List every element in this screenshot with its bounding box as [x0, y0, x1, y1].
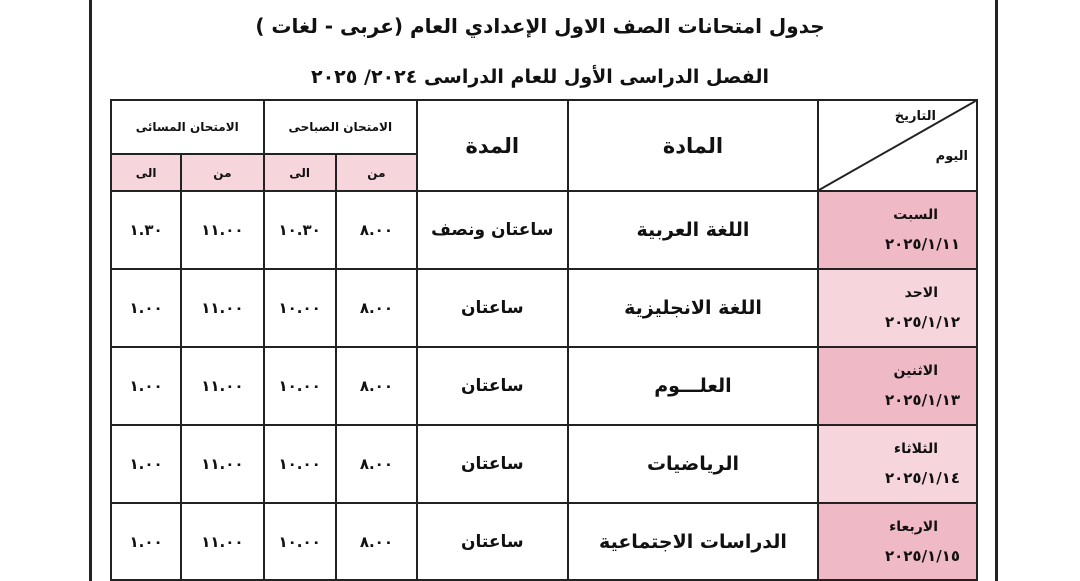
- date-day-header: [818, 100, 977, 191]
- page-frame-right: [995, 0, 998, 581]
- duration-cell: ساعتان: [417, 347, 568, 425]
- morning-from-cell: ٨.٠٠: [336, 503, 417, 580]
- subject-cell: العلـــوم: [568, 347, 819, 425]
- morning-to-cell: ١٠.٠٠: [264, 503, 336, 580]
- morning-to-header: الى: [264, 154, 336, 191]
- evening-from-cell: ١١.٠٠: [181, 269, 263, 347]
- evening-to-cell: ١.٠٠: [111, 503, 181, 580]
- morning-from-cell: ٨.٠٠: [336, 191, 417, 269]
- day-name: الاحد: [904, 285, 938, 301]
- morning-from-cell: ٨.٠٠: [336, 425, 417, 503]
- exam-date: ٢٠٢٥/١/١١: [884, 235, 960, 253]
- subject-cell: اللغة العربية: [568, 191, 819, 269]
- evening-from-cell: ١١.٠٠: [181, 347, 263, 425]
- evening-to-cell: ١.٠٠: [111, 425, 181, 503]
- document-subtitle: الفصل الدراسى الأول للعام الدراسى ٢٠٢٤/ ٢٠٢٥: [310, 66, 769, 88]
- duration-cell: ساعتان: [417, 425, 568, 503]
- morning-to-cell: ١٠.٠٠: [264, 269, 336, 347]
- header-row-top: [111, 100, 977, 154]
- evening-to-header: الى: [111, 154, 181, 191]
- morning-to-cell: ١٠.٣٠: [264, 191, 336, 269]
- morning-from-cell: ٨.٠٠: [336, 347, 417, 425]
- morning-from-cell: ٨.٠٠: [336, 269, 417, 347]
- subject-cell: اللغة الانجليزية: [568, 269, 819, 347]
- duration-cell: ساعتان ونصف: [417, 191, 568, 269]
- day-date-cell: [818, 425, 977, 503]
- day-name: الاربعاء: [889, 518, 938, 535]
- table-row: [111, 347, 977, 425]
- table-row: [111, 191, 977, 269]
- exam-date: ٢٠٢٥/١/١٢: [884, 313, 960, 331]
- table-row: [111, 269, 977, 347]
- subject-header: المادة: [568, 100, 819, 191]
- day-name: الاثنين: [893, 363, 938, 379]
- morning-to-cell: ١٠.٠٠: [264, 347, 336, 425]
- day-name: الثلاثاء: [893, 441, 938, 457]
- duration-header: المدة: [417, 100, 568, 191]
- exam-date: ٢٠٢٥/١/١٣: [884, 391, 960, 409]
- day-date-cell: [818, 503, 977, 580]
- exam-schedule-table: [110, 99, 978, 581]
- evening-from-cell: ١١.٠٠: [181, 503, 263, 580]
- table-row: [111, 503, 977, 580]
- duration-cell: ساعتان: [417, 269, 568, 347]
- evening-to-cell: ١.٠٠: [111, 269, 181, 347]
- subject-cell: الدراسات الاجتماعية: [568, 503, 819, 580]
- evening-to-cell: ١.٠٠: [111, 347, 181, 425]
- document-title: جدول امتحانات الصف الاول الإعدادي العام (عربى - لغات ): [255, 14, 825, 38]
- day-date-cell: [818, 269, 977, 347]
- table-row: [111, 425, 977, 503]
- evening-from-cell: ١١.٠٠: [181, 425, 263, 503]
- exam-date: ٢٠٢٥/١/١٤: [884, 469, 960, 487]
- exam-date: ٢٠٢٥/١/١٥: [884, 546, 960, 565]
- subject-cell: الرياضيات: [568, 425, 819, 503]
- day-date-cell: [818, 347, 977, 425]
- morning-exam-header: الامتحان الصباحى: [264, 100, 418, 154]
- evening-from-cell: ١١.٠٠: [181, 191, 263, 269]
- day-date-cell: [818, 191, 977, 269]
- page-frame-left: [89, 0, 92, 581]
- evening-exam-header: الامتحان المسائى: [111, 100, 264, 154]
- morning-to-cell: ١٠.٠٠: [264, 425, 336, 503]
- day-name: السبت: [893, 207, 938, 223]
- morning-from-header: من: [336, 154, 417, 191]
- day-label: اليوم: [935, 149, 968, 164]
- date-label: التاريخ: [894, 109, 936, 124]
- evening-from-header: من: [181, 154, 263, 191]
- duration-cell: ساعتان: [417, 503, 568, 580]
- evening-to-cell: ١.٣٠: [111, 191, 181, 269]
